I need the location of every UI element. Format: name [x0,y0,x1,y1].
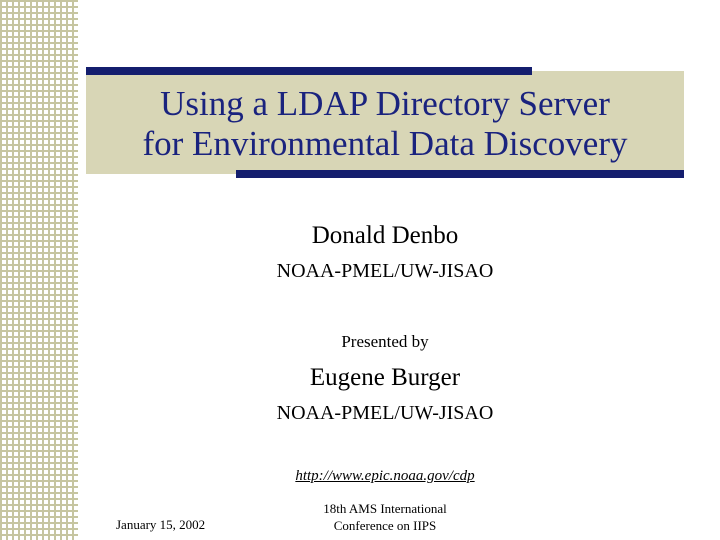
slide-title-line2: for Environmental Data Discovery [142,124,628,163]
footer-conference-line1: 18th AMS International [323,501,447,516]
slide-title-line1: Using a LDAP Directory Server [160,84,610,123]
project-url-link[interactable]: http://www.epic.noaa.gov/cdp [295,468,475,484]
footer-conference-line2: Conference on IIPS [333,518,437,533]
footer-conference [300,500,470,534]
author-affiliation: NOAA-PMEL/UW-JISAO [276,260,494,282]
slide-title [86,84,684,164]
presented-by-label: Presented by [341,332,429,351]
presenter-affiliation: NOAA-PMEL/UW-JISAO [276,402,494,424]
decorative-side-pattern [0,0,78,540]
footer-date: January 15, 2002 [116,517,206,532]
title-accent-bar-top [86,67,532,75]
title-accent-bar-bottom [236,170,684,178]
author-name: Donald Denbo [311,222,459,249]
presenter-name: Eugene Burger [309,364,461,391]
